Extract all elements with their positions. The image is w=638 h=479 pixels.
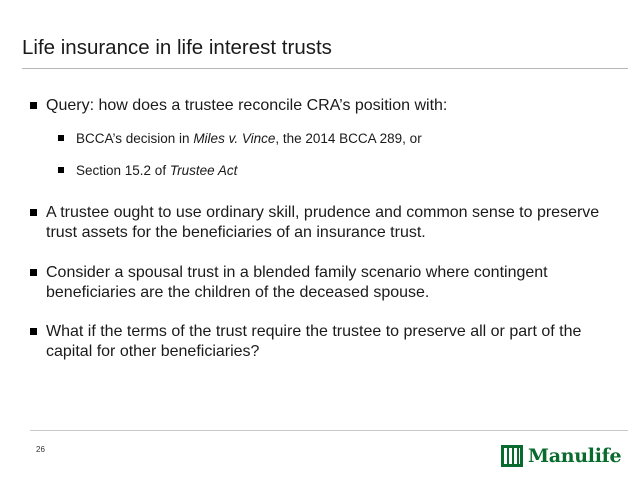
sub-bullet-text-part: BCCA’s decision in — [76, 131, 194, 146]
case-name: Miles v. Vince — [193, 131, 276, 146]
bullet-square-icon — [30, 102, 37, 109]
bullet-text: A trustee ought to use ordinary skill, prudence and common sense to preserve trust assets for the beneficiaries of an insurance trust. — [46, 204, 600, 241]
sub-bullet-trustee-act — [58, 162, 618, 180]
bullet-text: Consider a spousal trust in a blended family scenario where contingent beneficiaries are the children of the deceased spouse. — [46, 264, 548, 301]
bullet-square-icon — [30, 209, 37, 216]
manulife-logo — [501, 443, 621, 469]
sub-bullet-miles-v-vince — [58, 130, 618, 148]
bullet-text — [76, 130, 618, 148]
bullet-query — [30, 96, 620, 116]
bullet-square-icon — [58, 167, 64, 173]
bullet-spousal-trust — [30, 263, 610, 303]
logo-text: Manulife — [528, 445, 622, 467]
bullet-text: What if the terms of the trust require the trustee to preserve all or part of the capital for other beneficiaries? — [46, 323, 582, 360]
act-name: Trustee Act — [169, 163, 238, 178]
manulife-logo-icon — [501, 445, 523, 467]
sub-bullet-text-part: , the 2014 BCCA 289, or — [275, 131, 422, 146]
bullet-text — [76, 162, 618, 180]
bullet-square-icon — [58, 135, 64, 141]
title-divider — [22, 68, 628, 69]
bullet-square-icon — [30, 269, 37, 276]
sub-bullet-text-part: Section 15.2 of — [76, 163, 170, 178]
slide-title: Life insurance in life interest trusts — [22, 36, 332, 59]
bullet-capital-preservation — [30, 322, 610, 362]
footer-divider — [30, 430, 628, 431]
bullet-text: Query: how does a trustee reconcile CRA’s position with: — [46, 97, 448, 114]
page-number: 26 — [36, 445, 45, 454]
bullet-square-icon — [30, 328, 37, 335]
bullet-trustee-duty — [30, 203, 610, 243]
